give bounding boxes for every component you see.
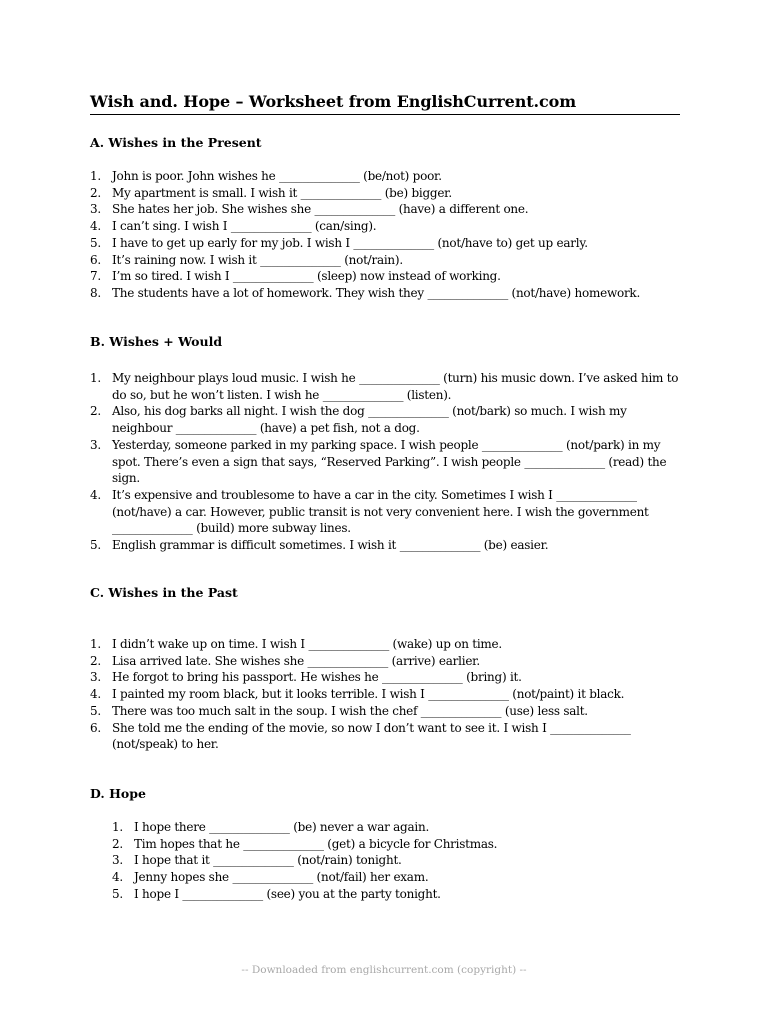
item-text: I’m so tired. I wish I ______________ (sleep) now instead of working.	[112, 269, 501, 284]
list-item	[90, 686, 680, 703]
list-item	[90, 487, 680, 537]
item-text: She told me the ending of the movie, so now I don’t want to see it. I wish I ______________ (not/speak) to her.	[112, 720, 631, 752]
section-c-heading: C. Wishes in the Past	[90, 585, 238, 600]
item-number: 8.	[90, 285, 101, 300]
section-b-list	[90, 370, 680, 554]
item-number: 2.	[112, 836, 123, 851]
item-number: 2.	[90, 404, 101, 419]
item-number: 3.	[112, 853, 123, 868]
item-text: There was too much salt in the soup. I wish the chef ______________ (use) less salt.	[112, 703, 588, 718]
item-number: 6.	[90, 720, 101, 735]
item-text: My neighbour plays loud music. I wish he ______________ (turn) his music down. I’ve asked him to do so, but he won’t listen. I wish he ______________ (listen).	[112, 371, 679, 402]
item-text: Tim hopes that he ______________ (get) a bicycle for Christmas.	[134, 836, 498, 851]
item-text: It’s expensive and troublesome to have a car in the city. Sometimes I wish I ______________ (not/have) a car. However, public transit is not very convenient here. I wish the government ______________ (build) more subway lines.	[112, 487, 649, 536]
item-text: English grammar is difficult sometimes. I wish it ______________ (be) easier.	[112, 538, 549, 553]
item-text: I hope I ______________ (see) you at the party tonight.	[134, 886, 441, 901]
item-text: I can’t sing. I wish I ______________ (can/sing).	[112, 219, 377, 234]
item-number: 1.	[90, 371, 101, 385]
list-item	[90, 168, 680, 185]
list-item	[90, 252, 680, 269]
item-text: He forgot to bring his passport. He wishes he ______________ (bring) it.	[112, 670, 522, 685]
item-number: 1.	[90, 169, 101, 183]
item-number: 1.	[90, 637, 101, 651]
item-text: I hope that it ______________ (not/rain) tonight.	[134, 853, 402, 868]
item-number: 4.	[112, 870, 123, 885]
item-text: John is poor. John wishes he ______________ (be/not) poor.	[112, 169, 442, 183]
item-number: 3.	[90, 437, 101, 452]
section-a-list	[90, 168, 680, 302]
list-item	[90, 403, 680, 436]
item-number: 3.	[90, 202, 101, 217]
item-number: 5.	[90, 538, 101, 553]
copyright-footer: -- Downloaded from englishcurrent.com (copyright) --	[241, 964, 527, 976]
item-text: I have to get up early for my job. I wish I ______________ (not/have to) get up early.	[112, 235, 588, 250]
list-item	[112, 886, 672, 903]
item-number: 7.	[90, 269, 101, 284]
item-number: 2.	[90, 653, 101, 668]
item-number: 4.	[90, 219, 101, 234]
item-number: 6.	[90, 252, 101, 267]
list-item	[90, 235, 680, 252]
item-number: 3.	[90, 670, 101, 685]
item-text: The students have a lot of homework. They wish they ______________ (not/have) homework.	[112, 285, 641, 300]
list-item	[112, 836, 672, 853]
list-item	[90, 185, 680, 202]
item-number: 5.	[112, 886, 123, 901]
item-text: It’s raining now. I wish it ______________ (not/rain).	[112, 252, 403, 267]
list-item	[90, 201, 680, 218]
list-item	[112, 852, 672, 869]
item-text: Also, his dog barks all night. I wish the dog ______________ (not/bark) so much. I wish my neighbour ______________ (have) a pet fish, not a dog.	[112, 404, 627, 436]
section-b-heading: B. Wishes + Would	[90, 334, 223, 349]
item-number: 5.	[90, 703, 101, 718]
item-text: Jenny hopes she ______________ (not/fail) her exam.	[134, 870, 429, 885]
list-item	[90, 669, 680, 686]
list-item	[90, 537, 680, 554]
item-number: 5.	[90, 235, 101, 250]
list-item	[90, 218, 680, 235]
item-text: I didn’t wake up on time. I wish I ______________ (wake) up on time.	[112, 637, 502, 651]
list-item	[112, 819, 672, 836]
item-text: My apartment is small. I wish it ______________ (be) bigger.	[112, 185, 452, 200]
item-text: I painted my room black, but it looks terrible. I wish I ______________ (not/paint) it black.	[112, 687, 625, 702]
list-item	[112, 869, 672, 886]
item-number: 4.	[90, 487, 101, 502]
page-title: Wish and. Hope – Worksheet from EnglishCurrent.com	[90, 92, 680, 115]
item-number: 2.	[90, 185, 101, 200]
list-item	[90, 653, 680, 670]
list-item	[90, 720, 680, 753]
item-text: Yesterday, someone parked in my parking space. I wish people ______________ (not/park) in my spot. There’s even a sign that says, “Reserved Parking”. I wish people ______________ (read) the sign.	[112, 437, 667, 486]
item-number: 1.	[112, 820, 123, 834]
section-c-list	[90, 636, 680, 753]
list-item	[90, 703, 680, 720]
section-d-list	[112, 819, 672, 903]
section-d-heading: D. Hope	[90, 786, 146, 801]
section-a-heading: A. Wishes in the Present	[90, 135, 262, 150]
list-item	[90, 285, 680, 302]
list-item	[90, 268, 680, 285]
item-text: I hope there ______________ (be) never a war again.	[134, 820, 430, 834]
list-item	[90, 437, 680, 487]
list-item	[90, 636, 680, 653]
item-text: Lisa arrived late. She wishes she ______________ (arrive) earlier.	[112, 653, 480, 668]
list-item	[90, 370, 680, 403]
item-text: She hates her job. She wishes she ______________ (have) a different one.	[112, 202, 529, 217]
item-number: 4.	[90, 687, 101, 702]
